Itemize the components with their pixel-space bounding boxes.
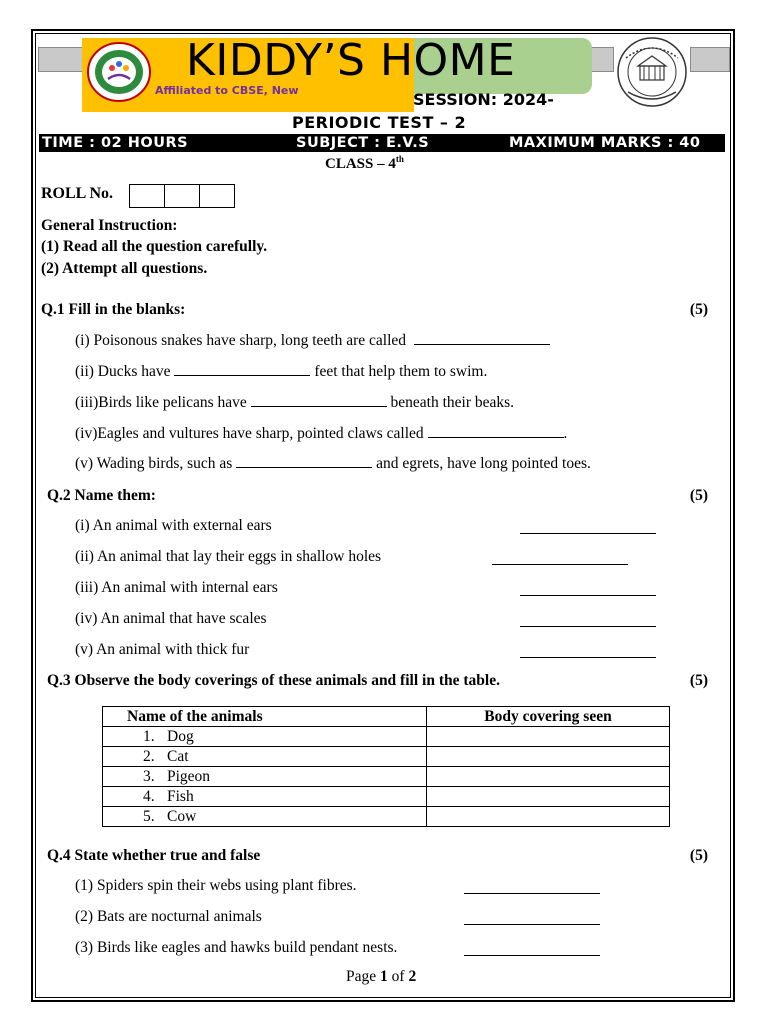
header-left-tab bbox=[38, 47, 84, 72]
table-header-row bbox=[103, 707, 670, 727]
animal-name: Cow bbox=[167, 808, 197, 825]
q2-item: (ii) An animal that lay their eggs in shallow holes bbox=[75, 548, 382, 565]
answer-line[interactable] bbox=[464, 955, 600, 956]
animal-cell bbox=[103, 727, 427, 747]
q1-item-text: (iii)Birds like pelicans have bbox=[75, 394, 247, 411]
cbse-emblem-icon bbox=[616, 36, 688, 108]
roll-box-1[interactable] bbox=[129, 184, 165, 208]
animal-name: Dog bbox=[167, 728, 194, 745]
roll-box-3[interactable] bbox=[199, 184, 235, 208]
table-row bbox=[103, 807, 670, 827]
table-row bbox=[103, 747, 670, 767]
table-row bbox=[103, 727, 670, 747]
q1-item-text-after: feet that help them to swim. bbox=[314, 363, 488, 380]
table-header-animal: Name of the animals bbox=[103, 707, 427, 727]
max-marks-label: MAXIMUM MARKS : 40 bbox=[509, 135, 701, 151]
q1-item bbox=[75, 332, 550, 350]
q1-item bbox=[75, 425, 567, 443]
answer-line[interactable] bbox=[520, 657, 656, 658]
q1-item-text: (v) Wading birds, such as bbox=[75, 455, 233, 472]
page-current: 1 bbox=[380, 968, 388, 985]
q1-item-text-after: and egrets, have long pointed toes. bbox=[376, 455, 591, 472]
answer-blank[interactable] bbox=[251, 394, 387, 407]
q1-item-text-after: . bbox=[563, 425, 568, 442]
instruction-item: (2) Attempt all questions. bbox=[41, 260, 208, 277]
covering-answer-cell[interactable] bbox=[427, 727, 670, 747]
q4-item: (2) Bats are nocturnal animals bbox=[75, 908, 262, 925]
q4-item: (1) Spiders spin their webs using plant fibres. bbox=[75, 877, 357, 894]
animal-name: Pigeon bbox=[167, 768, 211, 785]
body-covering-table bbox=[102, 706, 670, 827]
class-suffix: th bbox=[395, 154, 404, 164]
subject-label: SUBJECT : E.V.S bbox=[296, 135, 430, 151]
q1-item-text-after: beneath their beaks. bbox=[390, 394, 515, 411]
exam-info-bar bbox=[39, 134, 725, 152]
animal-cell bbox=[103, 747, 427, 767]
page-prefix: Page bbox=[346, 968, 381, 985]
instructions-title: General Instruction: bbox=[41, 217, 178, 234]
q4-item: (3) Birds like eagles and hawks build pendant nests. bbox=[75, 939, 398, 956]
header-right-tab-1 bbox=[590, 47, 614, 72]
row-number: 2. bbox=[143, 748, 155, 765]
school-logo-icon bbox=[86, 41, 152, 103]
q2-item: (v) An animal with thick fur bbox=[75, 641, 250, 658]
instruction-item: (1) Read all the question carefully. bbox=[41, 238, 268, 255]
animal-cell bbox=[103, 767, 427, 787]
class-text: CLASS – 4 bbox=[325, 156, 396, 172]
q1-item bbox=[75, 363, 487, 381]
q3-marks: (5) bbox=[689, 672, 708, 689]
answer-line[interactable] bbox=[464, 924, 600, 925]
animal-name: Fish bbox=[167, 788, 194, 805]
q1-item-text: (ii) Ducks have bbox=[75, 363, 171, 380]
q1-item bbox=[75, 394, 514, 412]
roll-box-2[interactable] bbox=[164, 184, 200, 208]
q2-title: Q.2 Name them: bbox=[47, 487, 156, 504]
session-label: SESSION: 2024- bbox=[413, 90, 554, 109]
answer-blank[interactable] bbox=[414, 332, 550, 345]
affiliation-text: Affiliated to CBSE, New bbox=[155, 84, 299, 97]
answer-line[interactable] bbox=[520, 533, 656, 534]
row-number: 5. bbox=[143, 808, 155, 825]
row-number: 3. bbox=[143, 768, 155, 785]
covering-answer-cell[interactable] bbox=[427, 807, 670, 827]
answer-line[interactable] bbox=[520, 595, 656, 596]
class-label bbox=[325, 154, 404, 173]
q2-item: (iii) An animal with internal ears bbox=[75, 579, 278, 596]
q4-marks: (5) bbox=[689, 847, 708, 864]
animal-cell bbox=[103, 787, 427, 807]
table-header-covering: Body covering seen bbox=[427, 707, 670, 727]
answer-line[interactable] bbox=[464, 893, 600, 894]
roll-label: ROLL No. bbox=[41, 185, 114, 202]
animal-name: Cat bbox=[167, 748, 189, 765]
animal-cell bbox=[103, 807, 427, 827]
answer-line[interactable] bbox=[492, 564, 628, 565]
q1-title: Q.1 Fill in the blanks: bbox=[41, 301, 186, 318]
q4-title: Q.4 State whether true and false bbox=[47, 847, 261, 864]
covering-answer-cell[interactable] bbox=[427, 767, 670, 787]
roll-number-boxes bbox=[129, 184, 235, 208]
table-row bbox=[103, 767, 670, 787]
page-number bbox=[346, 968, 416, 986]
answer-blank[interactable] bbox=[428, 425, 564, 438]
q1-item-text: (i) Poisonous snakes have sharp, long teeth are called bbox=[75, 332, 407, 349]
row-number: 1. bbox=[143, 728, 155, 745]
answer-blank[interactable] bbox=[174, 363, 310, 376]
school-name: KIDDY’S HOME bbox=[186, 35, 516, 86]
q2-item: (iv) An animal that have scales bbox=[75, 610, 267, 627]
test-title: PERIODIC TEST – 2 bbox=[292, 113, 467, 132]
page-total: 2 bbox=[408, 968, 417, 985]
q2-marks: (5) bbox=[689, 487, 708, 504]
q1-item bbox=[75, 455, 591, 473]
page-of: of bbox=[387, 968, 409, 985]
q1-item-text: (iv)Eagles and vultures have sharp, pointed claws called bbox=[75, 425, 424, 442]
answer-blank[interactable] bbox=[236, 455, 372, 468]
q3-title: Q.3 Observe the body coverings of these animals and fill in the table. bbox=[47, 672, 500, 689]
covering-answer-cell[interactable] bbox=[427, 787, 670, 807]
covering-answer-cell[interactable] bbox=[427, 747, 670, 767]
row-number: 4. bbox=[143, 788, 155, 805]
header-right-tab-2 bbox=[690, 47, 730, 72]
answer-line[interactable] bbox=[520, 626, 656, 627]
time-label: TIME : 02 HOURS bbox=[42, 135, 189, 151]
q1-marks: (5) bbox=[689, 301, 708, 318]
q2-item: (i) An animal with external ears bbox=[75, 517, 272, 534]
table-row bbox=[103, 787, 670, 807]
